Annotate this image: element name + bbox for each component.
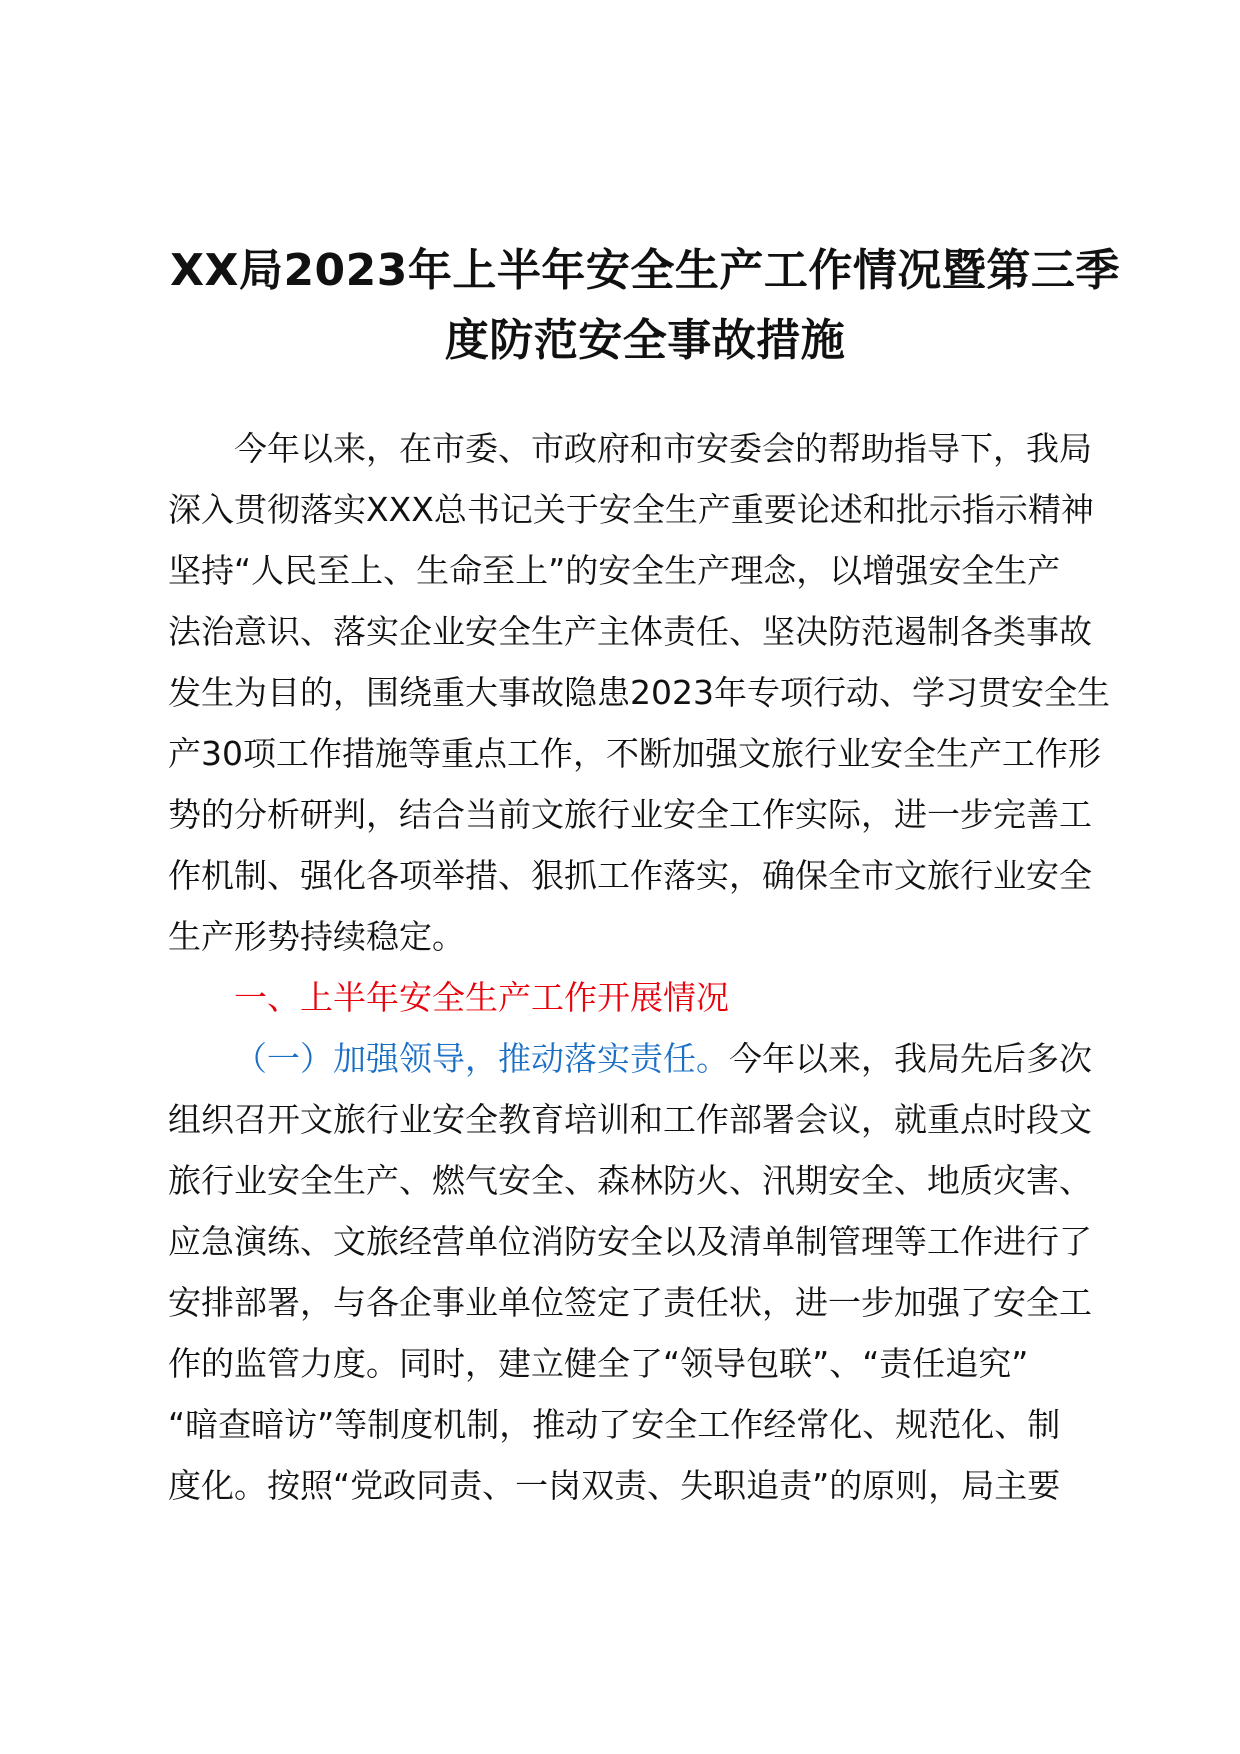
paragraph-line: 发生为目的，围绕重大事故隐患2023年专项行动、学习贯安全生	[168, 673, 1110, 712]
intro-paragraph	[168, 418, 1128, 967]
paragraph-line: 应急演练、文旅经营单位消防安全以及清单制管理等工作进行了	[168, 1222, 1092, 1261]
paragraph-line: 度化。按照“党政同责、一岗双责、失职追责”的原则，局主要	[168, 1466, 1061, 1505]
paragraph-line: 生产形势持续稳定。	[168, 917, 465, 956]
paragraph-line: “暗查暗访”等制度机制，推动了安全工作经常化、规范化、制	[168, 1405, 1061, 1444]
paragraph-line: 作的监管力度。同时，建立健全了“领导包联”、“责任追究”	[168, 1344, 1029, 1383]
title-line: 度防范安全事故措施	[444, 315, 846, 366]
paragraph-line: 作机制、强化各项举措、狠抓工作落实，确保全市文旅行业安全	[168, 856, 1092, 895]
document-title	[165, 236, 1125, 376]
document-body	[168, 418, 1128, 1516]
section-heading: 一、上半年安全生产工作开展情况	[234, 978, 729, 1017]
paragraph-line: 今年以来，在市委、市政府和市安委会的帮助指导下，我局	[234, 429, 1092, 468]
subsection-lead-text: 今年以来，我局先后多次	[729, 1039, 1092, 1078]
paragraph-line: 深入贯彻落实XXX总书记关于安全生产重要论述和批示指示精神	[168, 490, 1094, 529]
subsection-heading: （一）加强领导，推动落实责任。	[234, 1039, 729, 1078]
paragraph-line: 产30项工作措施等重点工作，不断加强文旅行业安全生产工作形	[168, 734, 1101, 773]
paragraph-line: 安排部署，与各企事业单位签定了责任状，进一步加强了安全工	[168, 1283, 1092, 1322]
paragraph-line: 法治意识、落实企业安全生产主体责任、坚决防范遏制各类事故	[168, 612, 1092, 651]
paragraph-line	[168, 1028, 1128, 1089]
paragraph-line: 势的分析研判，结合当前文旅行业安全工作实际，进一步完善工	[168, 795, 1092, 834]
paragraph-line: 组织召开文旅行业安全教育培训和工作部署会议，就重点时段文	[168, 1100, 1092, 1139]
title-line: XX局2023年上半年安全生产工作情况暨第三季	[170, 245, 1120, 296]
paragraph-line: 旅行业安全生产、燃气安全、森林防火、汛期安全、地质灾害、	[168, 1161, 1092, 1200]
paragraph-line: 坚持“人民至上、生命至上”的安全生产理念，以增强安全生产	[168, 551, 1061, 590]
subsection-paragraph	[168, 1028, 1128, 1516]
